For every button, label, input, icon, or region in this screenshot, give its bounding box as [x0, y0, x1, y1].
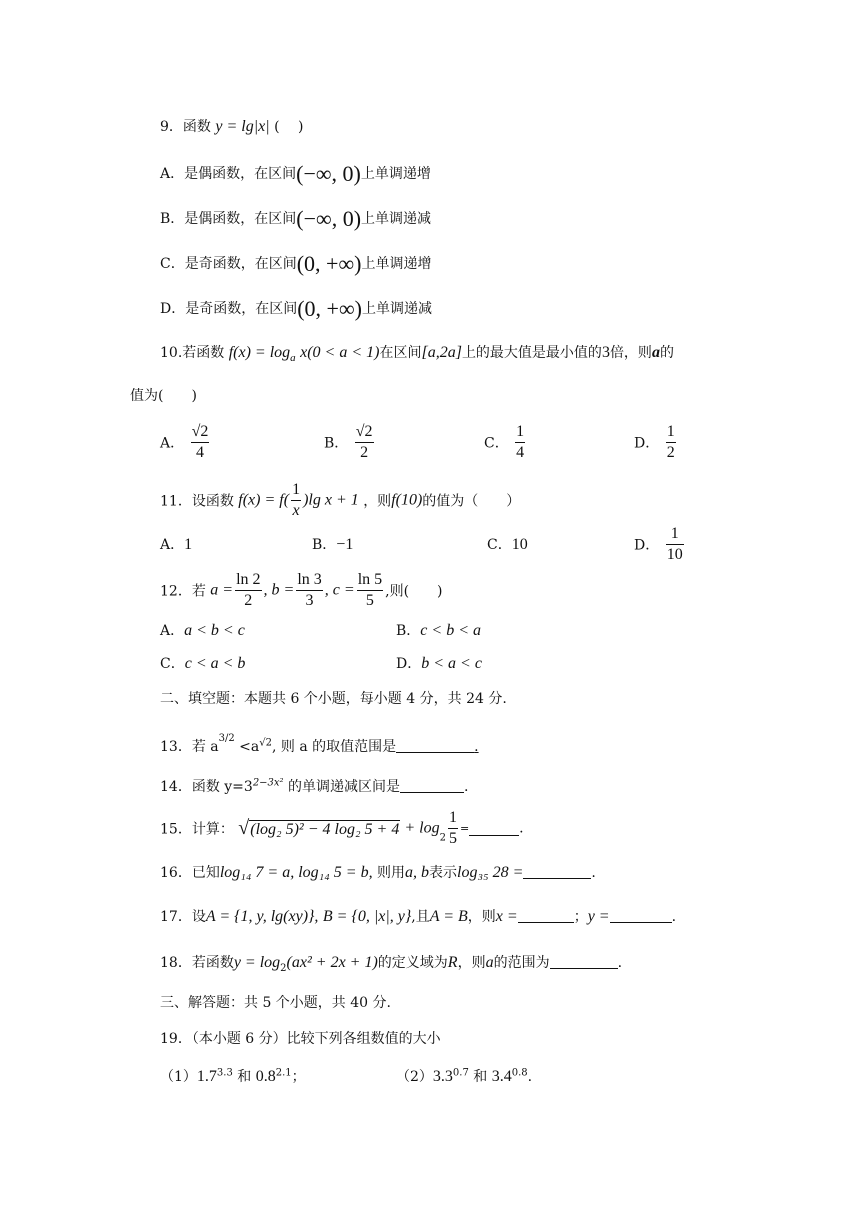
- q19-title: 19．（本小题 6 分）比较下列各组数值的大小: [160, 1031, 441, 1047]
- q9-option-d[interactable]: D．是奇函数，在区间(0, +∞)上单调递减: [160, 296, 432, 321]
- q14: 14．函数 $y=3^{2-3x^2}$ 的单调递减区间是 .: [160, 777, 469, 795]
- q17-x-blank[interactable]: [518, 908, 574, 923]
- q10-option-a[interactable]: A． $\frac{√2}{4}$: [160, 423, 209, 461]
- q11-option-c[interactable]: C．10: [487, 536, 528, 553]
- q12-option-d[interactable]: D．b < a < c: [396, 655, 482, 672]
- q9-option-b[interactable]: B．是偶函数，在区间(−∞, 0)上单调递减: [160, 206, 432, 231]
- q11-stem: 11．设函数 f(x) = f( $\frac{1}{x}$ )lg x + 1 ，则f(10)的值为（ ）: [160, 481, 521, 519]
- q11-option-d[interactable]: D． $\frac{1}{10}$: [634, 525, 683, 563]
- q11-option-a[interactable]: A．1: [160, 536, 193, 553]
- q16-answer-blank[interactable]: [523, 864, 591, 879]
- q10-option-b[interactable]: B． $\frac{√2}{2}$: [324, 423, 373, 461]
- q18: 18．若函数$y = \log_2(ax^2 + 2x + 1)$的定义域为R，则a的范围为 .: [160, 954, 623, 974]
- q9-option-a[interactable]: A．是偶函数，在区间(−∞, 0)上单调递增: [160, 161, 431, 186]
- q10-stem: 10.若函数 $f(x) = \log_a x(0 < a < 1)$在区间[a,2a]上的最大值是最小值的3倍，则a的: [160, 344, 674, 364]
- q16: 16．已知log₁₄ 7 = a, log₁₄ 5 = b, 则用a, b表示log₃₅ 28 = .: [160, 864, 596, 881]
- q15: 15．计算： √(log₂ 5)² − 4 log₂ $5 + 4 + \log_2$ $\frac{1}{5}$ = .: [160, 809, 524, 847]
- q12-option-b[interactable]: B．c < b < a: [396, 622, 481, 639]
- q10-stem-cont: 值为( ): [130, 388, 197, 404]
- q18-answer-blank[interactable]: [550, 954, 618, 969]
- q13-answer-blank[interactable]: [396, 738, 474, 753]
- section-answer-title: 三、解答题：共 5 个小题，共 40 分.: [160, 995, 391, 1011]
- q12-option-a[interactable]: A．a < b < c: [160, 622, 245, 639]
- section-fill-in-title: 二、填空题：本题共 6 个小题，每小题 4 分，共 24 分.: [160, 691, 507, 707]
- q15-answer-blank[interactable]: [469, 821, 519, 836]
- q13: 13．若 $a^{3/2} <a^{√2}$, 则 a 的取值范围是 .: [160, 733, 479, 755]
- q10-option-c[interactable]: C． $\frac{1}{4}$: [484, 423, 525, 461]
- q17-y-blank[interactable]: [610, 908, 672, 923]
- q9-func: y = lg|x|: [215, 118, 270, 135]
- q12-stem: 12．若 a = $\frac{\ln 2}{2}$ , b = $\frac{\ln 3}{3}$ , c = $\frac{\ln 5}{5}$ ,则( ): [160, 571, 443, 609]
- q9-option-c[interactable]: C．是奇函数，在区间(0, +∞)上单调递增: [160, 251, 432, 276]
- q11-option-b[interactable]: B．−1: [312, 536, 354, 553]
- q12-option-c[interactable]: C．c < a < b: [160, 655, 246, 672]
- q14-answer-blank[interactable]: [400, 778, 464, 793]
- q19-part2: $(2)3.3^{0.7}$ 和 $3.4^{0.8}$.: [396, 1067, 533, 1085]
- q9-stem: 9．函数 y = lg|x| ( ): [160, 118, 304, 135]
- q19-part1: $(1)1.7^{3.3}$ 和 $0.8^{2.1}$；: [160, 1067, 306, 1085]
- q17: 17．设A = {1, y, lg(xy)}, B = {0, |x|, y},且A = B，则x = ；y = .: [160, 908, 677, 925]
- q10-option-d[interactable]: D． $\frac{1}{2}$: [634, 423, 675, 461]
